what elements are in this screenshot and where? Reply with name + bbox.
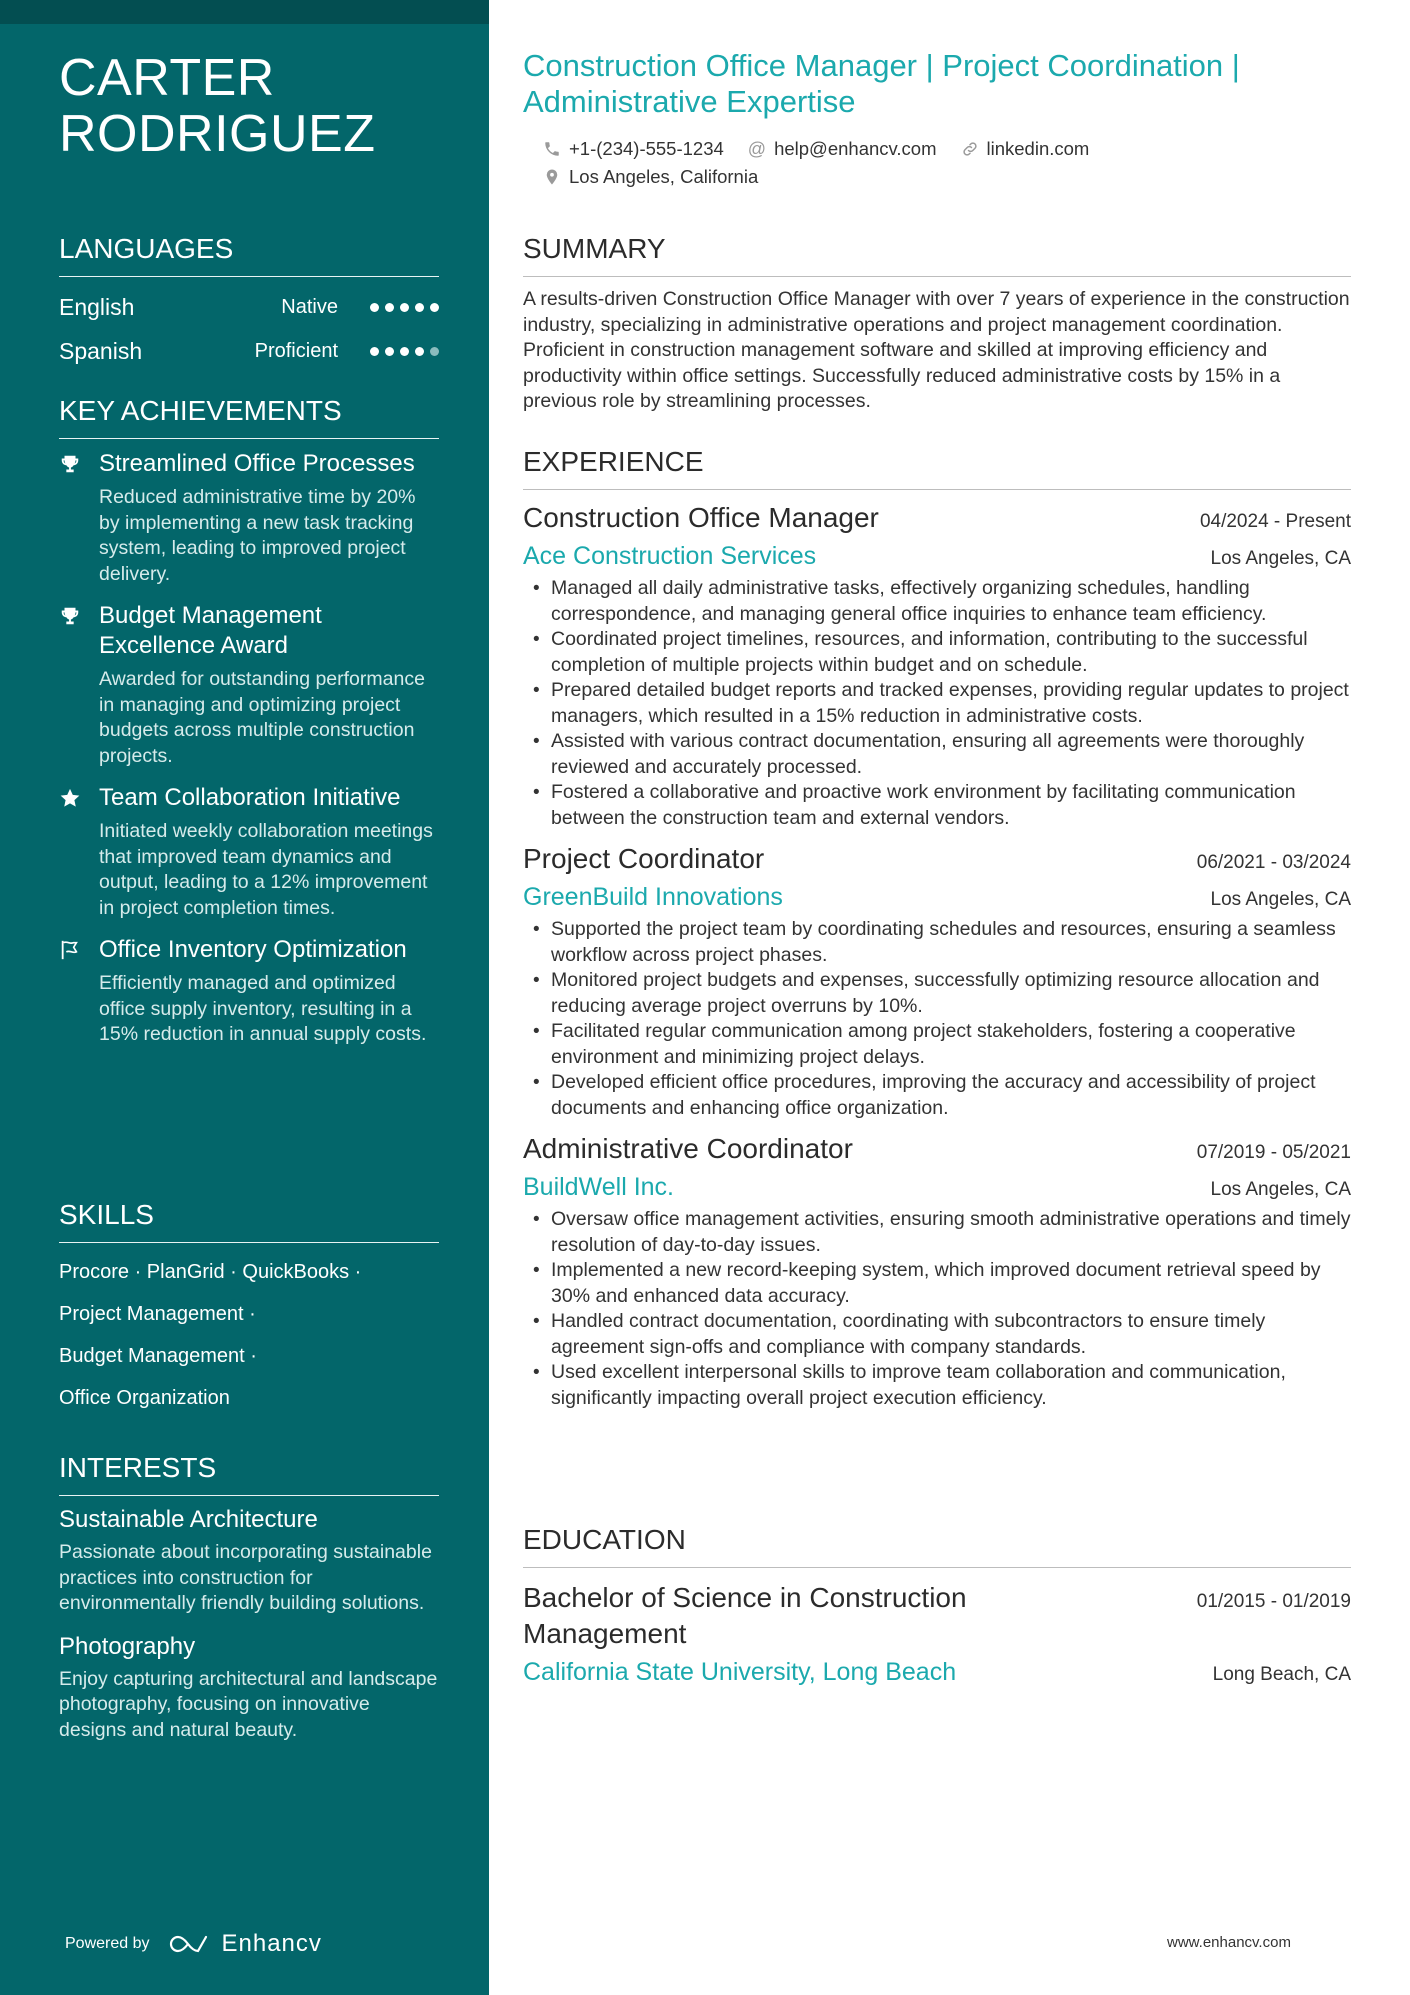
interests-section <box>59 1451 439 1757</box>
achievement-item <box>59 783 439 921</box>
footer-url[interactable]: www.enhancv.com <box>1167 1934 1291 1951</box>
job-bullet: • Fostered a collaborative and proactive work environment by facilitating communication between the construction team and external vendors. <box>523 780 1351 831</box>
job-bullet: • Oversaw office management activities, ensuring smooth administrative operations and timely resolution of day-to-day issues. <box>523 1207 1351 1258</box>
achievements-section <box>59 394 439 1048</box>
language-name: Spanish <box>59 337 143 364</box>
powered-by <box>65 1930 322 1958</box>
trophy-icon <box>59 449 99 587</box>
experience-section <box>523 445 1351 1411</box>
job-date: 07/2019 - 05/2021 <box>1196 1142 1351 1163</box>
job-bullet: • Implemented a new record-keeping system, which improved document retrieval speed by 30% and enhanced data accuracy. <box>523 1258 1351 1309</box>
job-bullet: • Assisted with various contract documentation, ensuring all agreements were thoroughly reviewed and accurately processed. <box>523 729 1351 780</box>
contact-linkedin[interactable] <box>961 138 1090 160</box>
trophy-icon <box>59 601 99 769</box>
education-school: California State University, Long Beach <box>523 1658 957 1686</box>
rating-dot <box>370 347 379 356</box>
rating-dot <box>415 347 424 356</box>
rating-dot-empty <box>430 347 439 356</box>
headline: Construction Office Manager | Project Coordination | Administrative Expertise <box>523 48 1240 119</box>
achievement-item <box>59 935 439 1048</box>
language-rating <box>370 347 439 356</box>
job-location: Los Angeles, CA <box>1210 548 1351 569</box>
job-bullets <box>523 1207 1351 1411</box>
job-bullet: • Facilitated regular communication among project stakeholders, fostering a cooperative environment and minimizing project delays. <box>523 1019 1351 1070</box>
job-bullet: • Managed all daily administrative tasks, effectively organizing schedules, handling correspondence, and managing general office inquiries to enhance team efficiency. <box>523 576 1351 627</box>
job-entry <box>523 500 1351 831</box>
education-date: 01/2015 - 01/2019 <box>1196 1591 1351 1612</box>
skill-line: Office Organization <box>59 1387 230 1409</box>
rating-dot <box>370 303 379 312</box>
job-bullet: • Supported the project team by coordinating schedules and resources, ensuring a seamless workflow across project phases. <box>523 917 1351 968</box>
interest-title: Sustainable Architecture <box>59 1506 318 1533</box>
skill-line: Procore · PlanGrid · QuickBooks · <box>59 1261 362 1283</box>
job-company: BuildWell Inc. <box>523 1173 674 1201</box>
sidebar <box>0 0 489 1995</box>
contact-email[interactable] <box>748 138 937 160</box>
job-title: Construction Office Manager <box>523 502 879 533</box>
phone-text: +1-(234)-555-1234 <box>569 138 724 159</box>
rating-dot <box>415 303 424 312</box>
achievement-title: Office Inventory Optimization <box>99 936 407 963</box>
job-date: 06/2021 - 03/2024 <box>1196 852 1351 873</box>
job-bullets <box>523 917 1351 1121</box>
language-level: Proficient <box>254 339 338 362</box>
candidate-name: CARTER RODRIGUEZ <box>59 49 376 163</box>
contact-info <box>543 135 1343 191</box>
rating-dot <box>400 347 409 356</box>
achievement-desc: Initiated weekly collaboration meetings that improved team dynamics and output, leading to a 12% improvement in project completion times. <box>99 820 433 919</box>
job-title: Project Coordinator <box>523 843 765 874</box>
enhancv-logo-text: Enhancv <box>221 1930 322 1957</box>
language-rating <box>370 303 439 312</box>
at-icon: @ <box>747 138 767 159</box>
rating-dot <box>400 303 409 312</box>
achievement-item <box>59 601 439 769</box>
job-company: Ace Construction Services <box>523 542 817 570</box>
summary-section <box>523 232 1351 415</box>
skill-line: Budget Management · <box>59 1345 257 1367</box>
skills-heading: SKILLS <box>59 1198 439 1243</box>
language-name: English <box>59 293 135 320</box>
job-bullet: • Coordinated project timelines, resources, and information, contributing to the successful completion of multiple projects within budget and on schedule. <box>523 627 1351 678</box>
experience-heading: EXPERIENCE <box>523 445 1351 490</box>
achievement-item <box>59 449 439 587</box>
phone-icon <box>543 140 561 158</box>
languages-heading: LANGUAGES <box>59 232 439 277</box>
job-bullet: • Developed efficient office procedures, improving the accuracy and accessibility of project documents and enhancing office organization. <box>523 1070 1351 1121</box>
interest-desc: Passionate about incorporating sustainable practices into construction for environmentally friendly building solutions. <box>59 1541 432 1614</box>
language-row <box>59 329 439 373</box>
education-section <box>523 1523 1351 1688</box>
star-icon <box>59 783 99 921</box>
education-location: Long Beach, CA <box>1212 1664 1351 1685</box>
language-row <box>59 285 439 329</box>
powered-by-label: Powered by <box>65 1935 150 1952</box>
job-location: Los Angeles, CA <box>1210 889 1351 910</box>
interest-desc: Enjoy capturing architectural and landscape photography, focusing on innovative designs and natural beauty. <box>59 1667 438 1741</box>
job-entry <box>523 841 1351 1121</box>
achievement-title: Streamlined Office Processes <box>99 450 415 477</box>
achievement-desc: Awarded for outstanding performance in managing and optimizing project budgets across multiple construction projects. <box>99 668 425 767</box>
interest-title: Photography <box>59 1632 196 1660</box>
achievement-title: Budget Management Excellence Award <box>99 602 322 659</box>
education-heading: EDUCATION <box>523 1523 1351 1568</box>
enhancv-logo-icon <box>168 1933 212 1955</box>
job-location: Los Angeles, CA <box>1210 1179 1351 1200</box>
achievement-desc: Efficiently managed and optimized office supply inventory, resulting in a 15% reduction in annual supply costs. <box>99 972 427 1045</box>
achievement-title: Team Collaboration Initiative <box>99 784 401 811</box>
summary-text: A results-driven Construction Office Manager with over 7 years of experience in the construction industry, specializing in administrative operations and project management coordination. Proficient in construction management software and skilled at improving efficiency and productivity within office settings. Successfully reduced administrative costs by 15% in a previous role by streamlining processes. <box>523 288 1350 412</box>
achievement-desc: Reduced administrative time by 20% by implementing a new task tracking system, leading to improved project delivery. <box>99 486 416 585</box>
flag-icon <box>59 935 99 1048</box>
contact-location <box>543 166 758 188</box>
enhancv-logo[interactable] <box>168 1930 322 1958</box>
contact-phone[interactable] <box>543 138 724 160</box>
email-text: help@enhancv.com <box>774 138 937 159</box>
job-bullets <box>523 576 1351 831</box>
rating-dot <box>385 303 394 312</box>
linkedin-text: linkedin.com <box>986 138 1090 159</box>
skills-section <box>59 1198 439 1419</box>
job-bullet: • Monitored project budgets and expenses, successfully optimizing resource allocation and reducing average project overruns by 10%. <box>523 968 1351 1019</box>
job-entry <box>523 1131 1351 1411</box>
job-company: GreenBuild Innovations <box>523 883 783 911</box>
job-bullet: • Used excellent interpersonal skills to improve team collaboration and communication, significantly impacting overall project execution efficiency. <box>523 1360 1351 1411</box>
location-text: Los Angeles, California <box>569 166 759 187</box>
job-bullet: • Handled contract documentation, coordinating with subcontractors to ensure timely agreement sign-offs and compliance with company standards. <box>523 1309 1351 1360</box>
interests-heading: INTERESTS <box>59 1451 439 1496</box>
education-degree: Bachelor of Science in Construction Management <box>523 1582 967 1649</box>
job-date: 04/2024 - Present <box>1199 511 1351 532</box>
skill-line: Project Management · <box>59 1303 256 1325</box>
location-pin-icon <box>543 168 561 186</box>
job-bullet: • Prepared detailed budget reports and tracked expenses, providing regular updates to project managers, which resulted in a 15% reduction in administrative costs. <box>523 678 1351 729</box>
rating-dot <box>430 303 439 312</box>
job-title: Administrative Coordinator <box>523 1133 853 1164</box>
language-level: Native <box>281 295 338 318</box>
achievements-heading: KEY ACHIEVEMENTS <box>59 394 439 439</box>
sidebar-top-band <box>0 0 489 24</box>
rating-dot <box>385 347 394 356</box>
link-icon <box>961 140 979 158</box>
summary-heading: SUMMARY <box>523 232 1351 277</box>
languages-section <box>59 232 439 373</box>
